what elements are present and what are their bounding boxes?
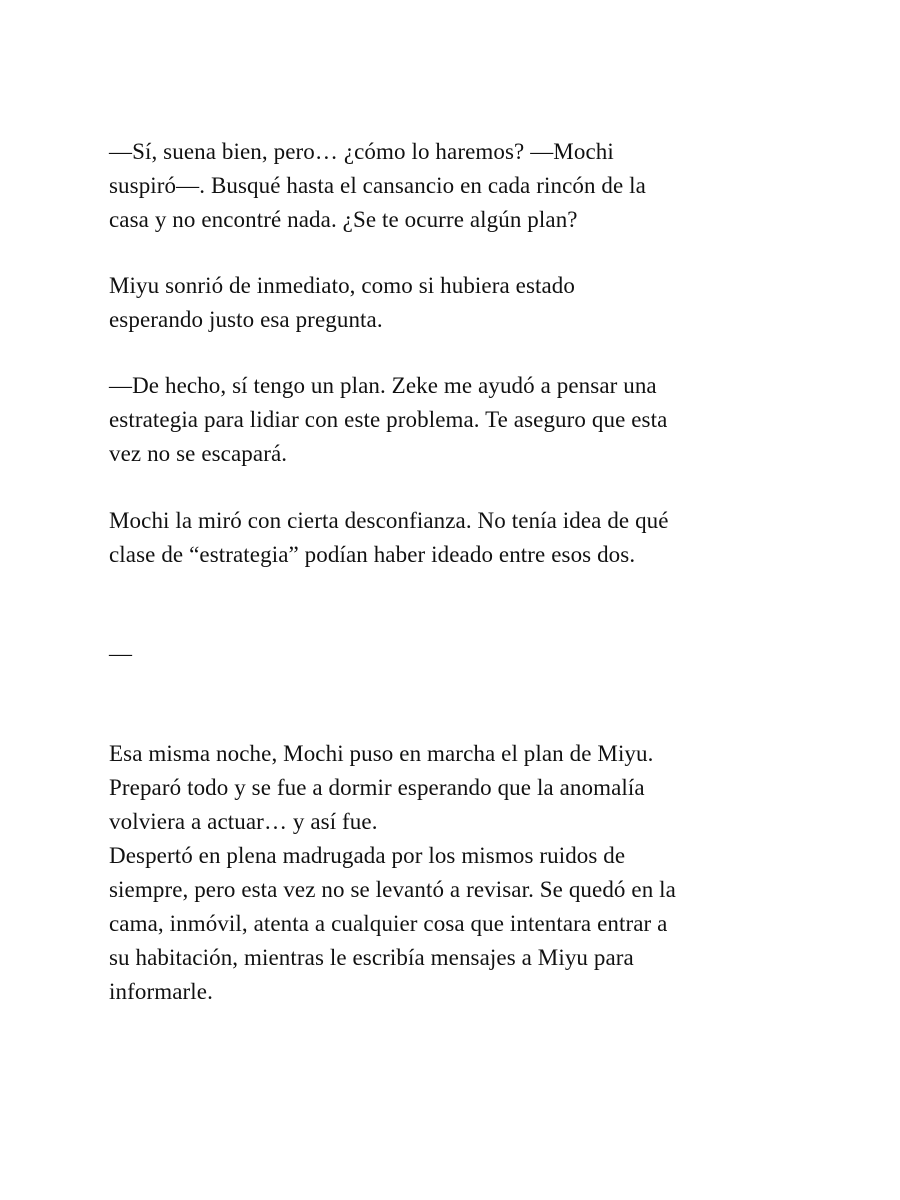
text-line: Esa misma noche, Mochi puso en marcha el plan de Miyu. bbox=[109, 741, 654, 766]
paragraph-dialogue-mochi bbox=[109, 135, 809, 237]
scene-break-dash bbox=[109, 637, 809, 671]
paragraph-dialogue-miyu bbox=[109, 369, 809, 471]
paragraph-mochi-distrust bbox=[109, 504, 809, 572]
text-line: Preparó todo y se fue a dormir esperando que la anomalía bbox=[109, 775, 645, 800]
text-line: estrategia para lidiar con este problema. Te aseguro que esta bbox=[109, 407, 668, 432]
paragraph-miyu-smiles bbox=[109, 269, 809, 337]
text-line: clase de “estrategia” podían haber ideado entre esos dos. bbox=[109, 542, 636, 567]
text-line: Miyu sonrió de inmediato, como si hubiera estado bbox=[109, 273, 575, 298]
text-line: — bbox=[109, 641, 133, 666]
text-line: Mochi la miró con cierta desconfianza. No tenía idea de qué bbox=[109, 508, 669, 533]
text-line: siempre, pero esta vez no se levantó a revisar. Se quedó en la bbox=[109, 877, 676, 902]
paragraph-woke-up bbox=[109, 839, 809, 1009]
text-line: cama, inmóvil, atenta a cualquier cosa que intentara entrar a bbox=[109, 911, 668, 936]
text-line: volviera a actuar… y así fue. bbox=[109, 809, 378, 834]
text-line: su habitación, mientras le escribía mensajes a Miyu para bbox=[109, 945, 634, 970]
text-line: —Sí, suena bien, pero… ¿cómo lo haremos? —Mochi bbox=[109, 139, 614, 164]
text-line: Despertó en plena madrugada por los mismos ruidos de bbox=[109, 843, 626, 868]
text-line: informarle. bbox=[109, 979, 213, 1004]
text-line: esperando justo esa pregunta. bbox=[109, 307, 383, 332]
text-line: vez no se escapará. bbox=[109, 441, 288, 466]
paragraph-that-night bbox=[109, 737, 809, 839]
text-line: suspiró—. Busqué hasta el cansancio en cada rincón de la bbox=[109, 173, 646, 198]
text-line: casa y no encontré nada. ¿Se te ocurre algún plan? bbox=[109, 207, 578, 232]
text-line: —De hecho, sí tengo un plan. Zeke me ayudó a pensar una bbox=[109, 373, 657, 398]
